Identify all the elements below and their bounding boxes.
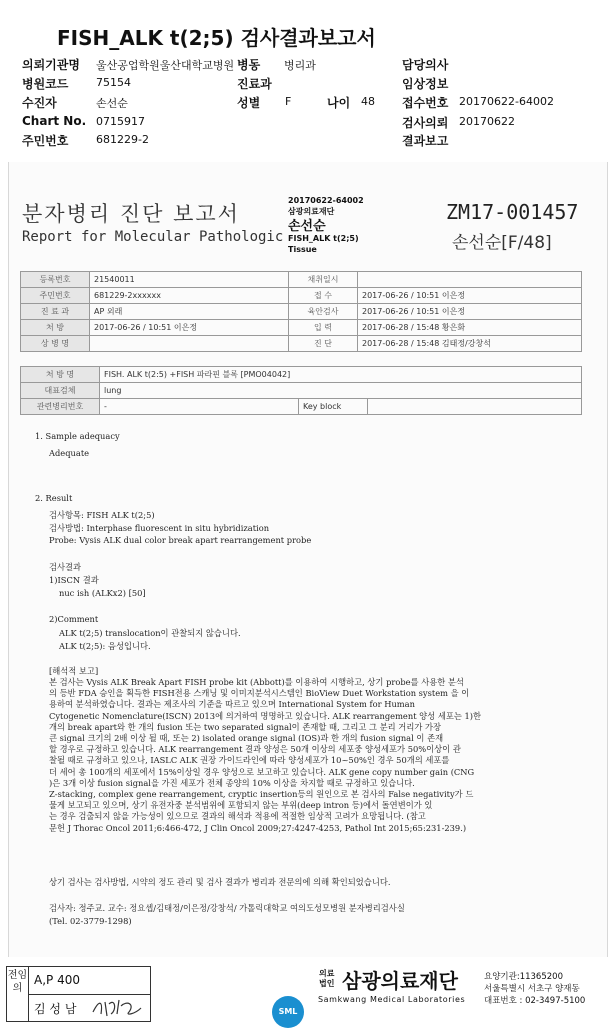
- report-title-english: Report for Molecular Pathologic: [22, 229, 284, 245]
- order-table: [20, 366, 582, 415]
- result-heading: 검사결과: [49, 562, 82, 572]
- table-cell-label: Key block: [299, 399, 368, 415]
- table-cell: lung: [100, 383, 582, 399]
- table-row: [21, 304, 582, 320]
- ap-number: A,P 400: [34, 973, 80, 987]
- table-cell-label: 대표검체: [21, 383, 100, 399]
- label-ward: 병동: [237, 58, 261, 72]
- value-hospital-code: 75154: [96, 76, 131, 89]
- patient-tag: 손선순[F/48]: [452, 233, 552, 253]
- report-title-korean: 분자병리 진단 보고서: [22, 202, 240, 226]
- label-test-name: FISH_ALK t(2;5): [288, 234, 359, 243]
- signer-name: 김 성 남: [34, 1002, 77, 1016]
- interpretation-paragraph: [49, 677, 481, 834]
- table-cell-label: 처 방 명: [21, 367, 100, 383]
- label-request-date: 검사의뢰: [402, 116, 449, 130]
- stamp-label: 전임의: [7, 967, 29, 1021]
- org-prefix-top: 의료: [319, 969, 335, 978]
- section-result-heading: 2. Result: [35, 493, 73, 503]
- label-age: 나이: [327, 96, 351, 110]
- table-cell-label: 관련병리번호: [21, 399, 100, 415]
- table-row: [21, 367, 582, 383]
- interpretation-heading: [해석적 보고]: [49, 666, 99, 676]
- interpretation-line: 할 경우로 규정하고 있습니다. ALK rearrangement 결과 양성은 50개 이상의 세포중 양성세포가 50%이상이 관: [49, 744, 461, 755]
- section-sample-adequacy-value: Adequate: [49, 448, 90, 458]
- table-row: [21, 320, 582, 336]
- interpretation-line: Z-stacking, complex gene rearrangement, cryptic insertion등의 원인으로 본 검사의 False negativity가 드: [49, 789, 474, 800]
- interpretation-line: 문헌 J Thorac Oncol 2011;6:466-472, J Clin Oncol 2009;27:4247-4253, Pathol Int 2015;65:231-239.): [49, 822, 467, 833]
- label-organization: 삼광의료재단: [288, 207, 335, 216]
- table-row: [21, 399, 582, 415]
- qc-note: 상기 검사는 검사방법, 시약의 정도 관리 및 검사 결과가 병리과 전문의에 의해 확인되었습니다.: [49, 877, 391, 887]
- report-title: FISH_ALK t(2;5) 검사결과보고서: [57, 26, 376, 50]
- table-cell: 2017-06-26 / 10:51 이은정: [358, 288, 582, 304]
- table-row: [21, 383, 582, 399]
- table-cell: [368, 399, 582, 415]
- table-cell-label: 진 료 과: [21, 304, 90, 320]
- label-accession-no: 접수번호: [402, 96, 449, 110]
- value-chart-no: 0715917: [96, 115, 145, 128]
- table-cell: 2017-06-28 / 15:48 황은화: [358, 320, 582, 336]
- label-report-date: 결과보고: [402, 134, 449, 148]
- table-row: [21, 288, 582, 304]
- table-cell-label: 접 수: [289, 288, 358, 304]
- label-specimen: Tissue: [288, 245, 317, 254]
- result-test-method: 검사방법: Interphase fluorescent in situ hybridization: [49, 523, 270, 533]
- sml-logo-icon: SML: [272, 996, 304, 1028]
- table-cell: 2017-06-26 / 10:51 이은정: [90, 320, 289, 336]
- interpretation-line: Cytogenetic Nomenclature(ISCN) 2013에 의거하여 명명하고 있습니다. ALK rearrangement 양성 세포는 1)한: [49, 710, 482, 721]
- label-patient-name: 손선순: [288, 219, 326, 234]
- value-requesting-institution: 울산공업학원울산대학교병원: [96, 59, 235, 72]
- org-name: 삼광의료재단: [342, 969, 458, 993]
- result-test-item: 검사항목: FISH ALK t(2;5): [49, 510, 155, 520]
- interpretation-line: 본 검사는 Vysis ALK Break Apart FISH probe kit (Abbott)를 이용하여 시행하고, 상기 probe를 사용한 분석: [49, 677, 464, 687]
- value-patient: 손선순: [96, 97, 128, 110]
- interpretation-line: 는 경우 검출되지 않을 가능성이 있으므로 결과의 해석과 적용에 적절한 임상적 고려가 요망됩니다. (참고: [49, 811, 426, 822]
- institution-code: 요양기관:11365200: [484, 972, 563, 982]
- table-cell: 21540011: [90, 272, 289, 288]
- interpretation-line: 의 등반 FDA 승인을 획득한 FISH전용 스캐닝 및 이미지분석시스템인 BioView Duet Workstation system 을 이: [49, 688, 470, 699]
- examiner-line: 검사자: 정주교. 교수: 정요셉/김태정/이은정/강창석/ 가톨릭대학교 여의도성모병원 분자병리검사실: [49, 903, 405, 913]
- comment-line-1: ALK t(2;5) translocation이 관찰되지 않습니다.: [59, 628, 241, 638]
- result-probe: Probe: Vysis ALK dual color break apart rearrangement probe: [49, 535, 312, 545]
- table-cell: 681229-2xxxxxx: [90, 288, 289, 304]
- value-request-date: 20170622: [459, 115, 515, 128]
- signature-box: [6, 966, 151, 1022]
- contact-phone: (Tel. 02-3779-1298): [49, 916, 132, 926]
- table-cell-label: 처 방: [21, 320, 90, 336]
- table-cell: [90, 336, 289, 352]
- value-resident-no: 681229-2: [96, 133, 149, 146]
- interpretation-line: )은 3개 이상 fusion signal을 가진 세포가 전체 종양의 10% 이상을 차지할 때로 규정하고 있습니다.: [49, 777, 415, 788]
- table-cell: 2017-06-26 / 10:51 이은정: [358, 304, 582, 320]
- interpretation-line: 용하여 분석하였습니다. 결과는 제조사의 기준을 따르고 있으며 International System for Human: [49, 699, 415, 710]
- table-row: [21, 336, 582, 352]
- iscn-heading: 1)ISCN 결과: [49, 575, 99, 585]
- label-patient: 수진자: [22, 96, 57, 110]
- value-accession-no: 20170622-64002: [459, 95, 554, 108]
- org-phone: 대표번호 : 02-3497-5100: [484, 996, 586, 1006]
- label-department: 진료과: [237, 77, 272, 91]
- signature-divider: [29, 994, 150, 995]
- label-sex: 성별: [237, 96, 261, 110]
- label-accession: 20170622-64002: [288, 196, 364, 205]
- table-cell-label: 채취일시: [289, 272, 358, 288]
- label-clinical-info: 임상정보: [402, 77, 449, 91]
- report-id: ZM17-001457: [446, 200, 579, 224]
- table-cell-label: 주민번호: [21, 288, 90, 304]
- table-cell: [358, 272, 582, 288]
- value-sex: F: [285, 95, 292, 108]
- org-prefix-bottom: 법인: [319, 979, 335, 988]
- table-cell-label: 등록번호: [21, 272, 90, 288]
- label-doctor: 담당의사: [402, 58, 449, 72]
- table-cell: AP 외래: [90, 304, 289, 320]
- table-cell-label: 상 병 명: [21, 336, 90, 352]
- label-chart-no: Chart No.: [22, 114, 87, 128]
- label-requesting-institution: 의뢰기관명: [22, 58, 80, 72]
- org-english-name: Samkwang Medical Laboratories: [318, 995, 466, 1004]
- interpretation-line: 찰될 때로 규정하고 있으나, IASLC ALK 권장 가이드라인에 따라 양성세포가 10~50%인 경우 50개의 세포를: [49, 755, 450, 766]
- table-cell: 2017-06-28 / 15:48 김태정/강창석: [358, 336, 582, 352]
- label-hospital-code: 병원코드: [22, 77, 69, 91]
- interpretation-line: 개의 break apart와 한 개의 fusion 또는 two separated signal이 존재할 때, 그리고 그 분리 거리가 가장: [49, 721, 442, 732]
- table-cell-label: 진 단: [289, 336, 358, 352]
- table-cell-label: 육안검사: [289, 304, 358, 320]
- section-sample-adequacy-heading: 1. Sample adequacy: [35, 431, 120, 441]
- interpretation-line: 더 세어 총 100개의 세포에서 15%이상일 경우 양성으로 보고하고 있습니다. ALK gene copy number gain (CNG: [49, 766, 475, 777]
- comment-heading: 2)Comment: [49, 614, 99, 624]
- table-cell: -: [100, 399, 299, 415]
- iscn-value: nuc ish (ALKx2) [50]: [59, 588, 146, 598]
- handwritten-signature: [91, 996, 145, 1018]
- interpretation-line: 물게 보고되고 있으며, 상기 유전자중 분석범위에 포함되지 않는 부위(deep intron 등)에서 돌연변이가 있: [49, 800, 433, 811]
- table-cell: FISH. ALK t(2:5) +FISH 파라핀 블록 [PMO04042]: [100, 367, 582, 383]
- label-resident-no: 주민번호: [22, 134, 69, 148]
- value-age: 48: [361, 95, 375, 108]
- interpretation-line: 큰 signal 크기의 2배 이상 될 때, 또는 2) isolated orange signal (IOS)과 한 개의 fusion signal 이 존재: [49, 733, 444, 744]
- value-ward: 병리과: [284, 59, 316, 72]
- table-row: [21, 272, 582, 288]
- comment-line-2: ALK t(2;5): 음성입니다.: [59, 641, 151, 651]
- registration-table: [20, 271, 582, 352]
- org-address: 서울특별시 서초구 양재동: [484, 984, 580, 994]
- table-cell-label: 입 력: [289, 320, 358, 336]
